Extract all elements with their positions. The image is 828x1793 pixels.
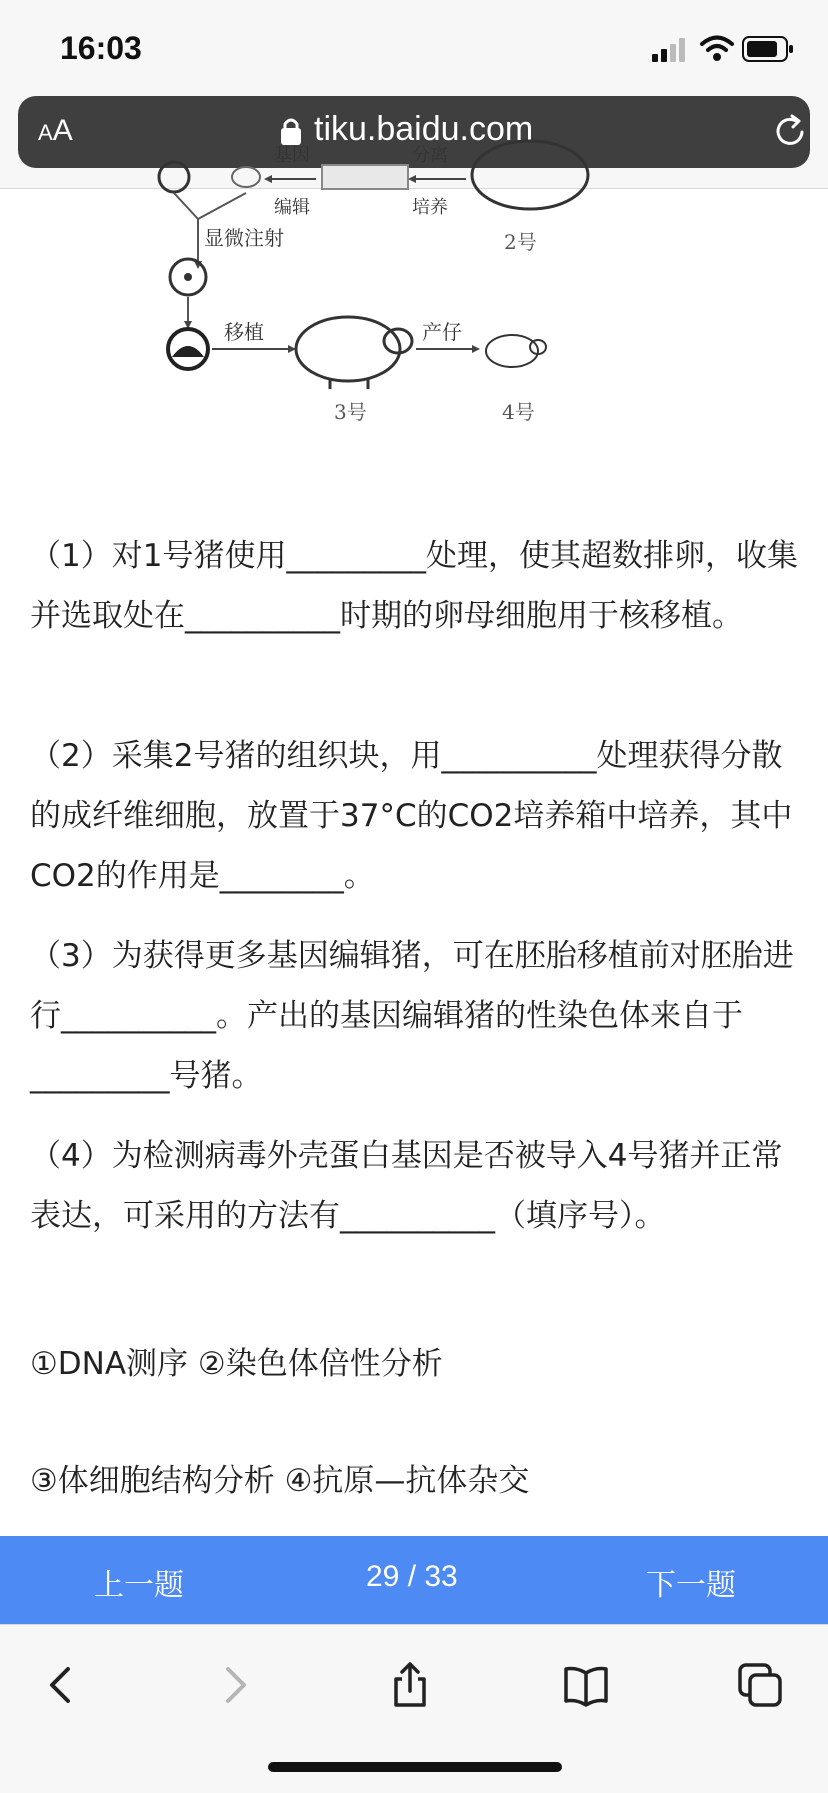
label-pig-2: 2号	[504, 230, 537, 254]
label-pig-3: 3号	[334, 400, 367, 424]
label-transplant: 移植	[224, 320, 264, 344]
label-gene-edit-1: 基因	[274, 145, 310, 166]
label-culture-1: 分离	[412, 145, 448, 166]
options-line-2: ③体细胞结构分析 ④抗原—抗体杂交	[30, 1463, 530, 1499]
reload-icon[interactable]	[774, 114, 808, 150]
reader-aa-button[interactable]	[38, 114, 73, 148]
label-gene-edit-2: 编辑	[274, 197, 310, 218]
pig-3-icon	[296, 317, 400, 381]
status-time: 16:03	[60, 30, 142, 66]
bookmarks-icon[interactable]	[562, 1661, 610, 1709]
forward-icon[interactable]	[210, 1661, 258, 1709]
question-1: （1）对1号猪使用_________处理，使其超数排卵，收集并选取处在__________时期的卵母细胞用于核移植。	[30, 538, 798, 634]
lock-icon	[280, 116, 302, 146]
question-2: （2）采集2号猪的组织块，用__________处理获得分散的成纤维细胞，放置于37°C的CO2培养箱中培养，其中CO2的作用是________。	[30, 738, 793, 894]
label-birth: 产仔	[422, 320, 462, 344]
url-text[interactable]: tiku.baidu.com	[314, 110, 534, 148]
aa-large-label: A	[52, 114, 73, 147]
wifi-icon	[700, 34, 734, 62]
browser-address-area	[0, 94, 828, 189]
tabs-icon[interactable]	[736, 1661, 784, 1709]
label-microinjection: 显微注射	[204, 226, 284, 250]
share-icon[interactable]	[386, 1661, 434, 1709]
status-bar	[0, 0, 828, 94]
next-question-button[interactable]: 下一题	[646, 1568, 736, 1603]
question-nav-bar	[0, 1536, 828, 1624]
question-4: （4）为检测病毒外壳蛋白基因是否被导入4号猪并正常表达，可采用的方法有__________（填序号）。	[30, 1138, 783, 1234]
back-icon[interactable]	[38, 1661, 86, 1709]
prev-question-button[interactable]: 上一题	[94, 1568, 184, 1603]
experiment-diagram	[150, 145, 690, 469]
aa-small-label: A	[38, 120, 53, 145]
page-indicator: 29 / 33	[366, 1560, 458, 1593]
question-3: （3）为获得更多基因编辑猪，可在胚胎移植前对胚胎进行__________。产出的基因编辑猪的性染色体来自于_________号猪。	[30, 938, 794, 1094]
cellular-signal-icon	[652, 38, 690, 62]
culture-dish-icon	[322, 165, 408, 189]
page-content	[0, 145, 828, 1536]
label-culture-2: 培养	[412, 197, 448, 218]
label-pig-4: 4号	[502, 400, 535, 424]
battery-icon	[742, 36, 794, 62]
home-indicator	[268, 1762, 562, 1772]
options-line-1: ①DNA测序 ②染色体倍性分析	[30, 1346, 443, 1382]
